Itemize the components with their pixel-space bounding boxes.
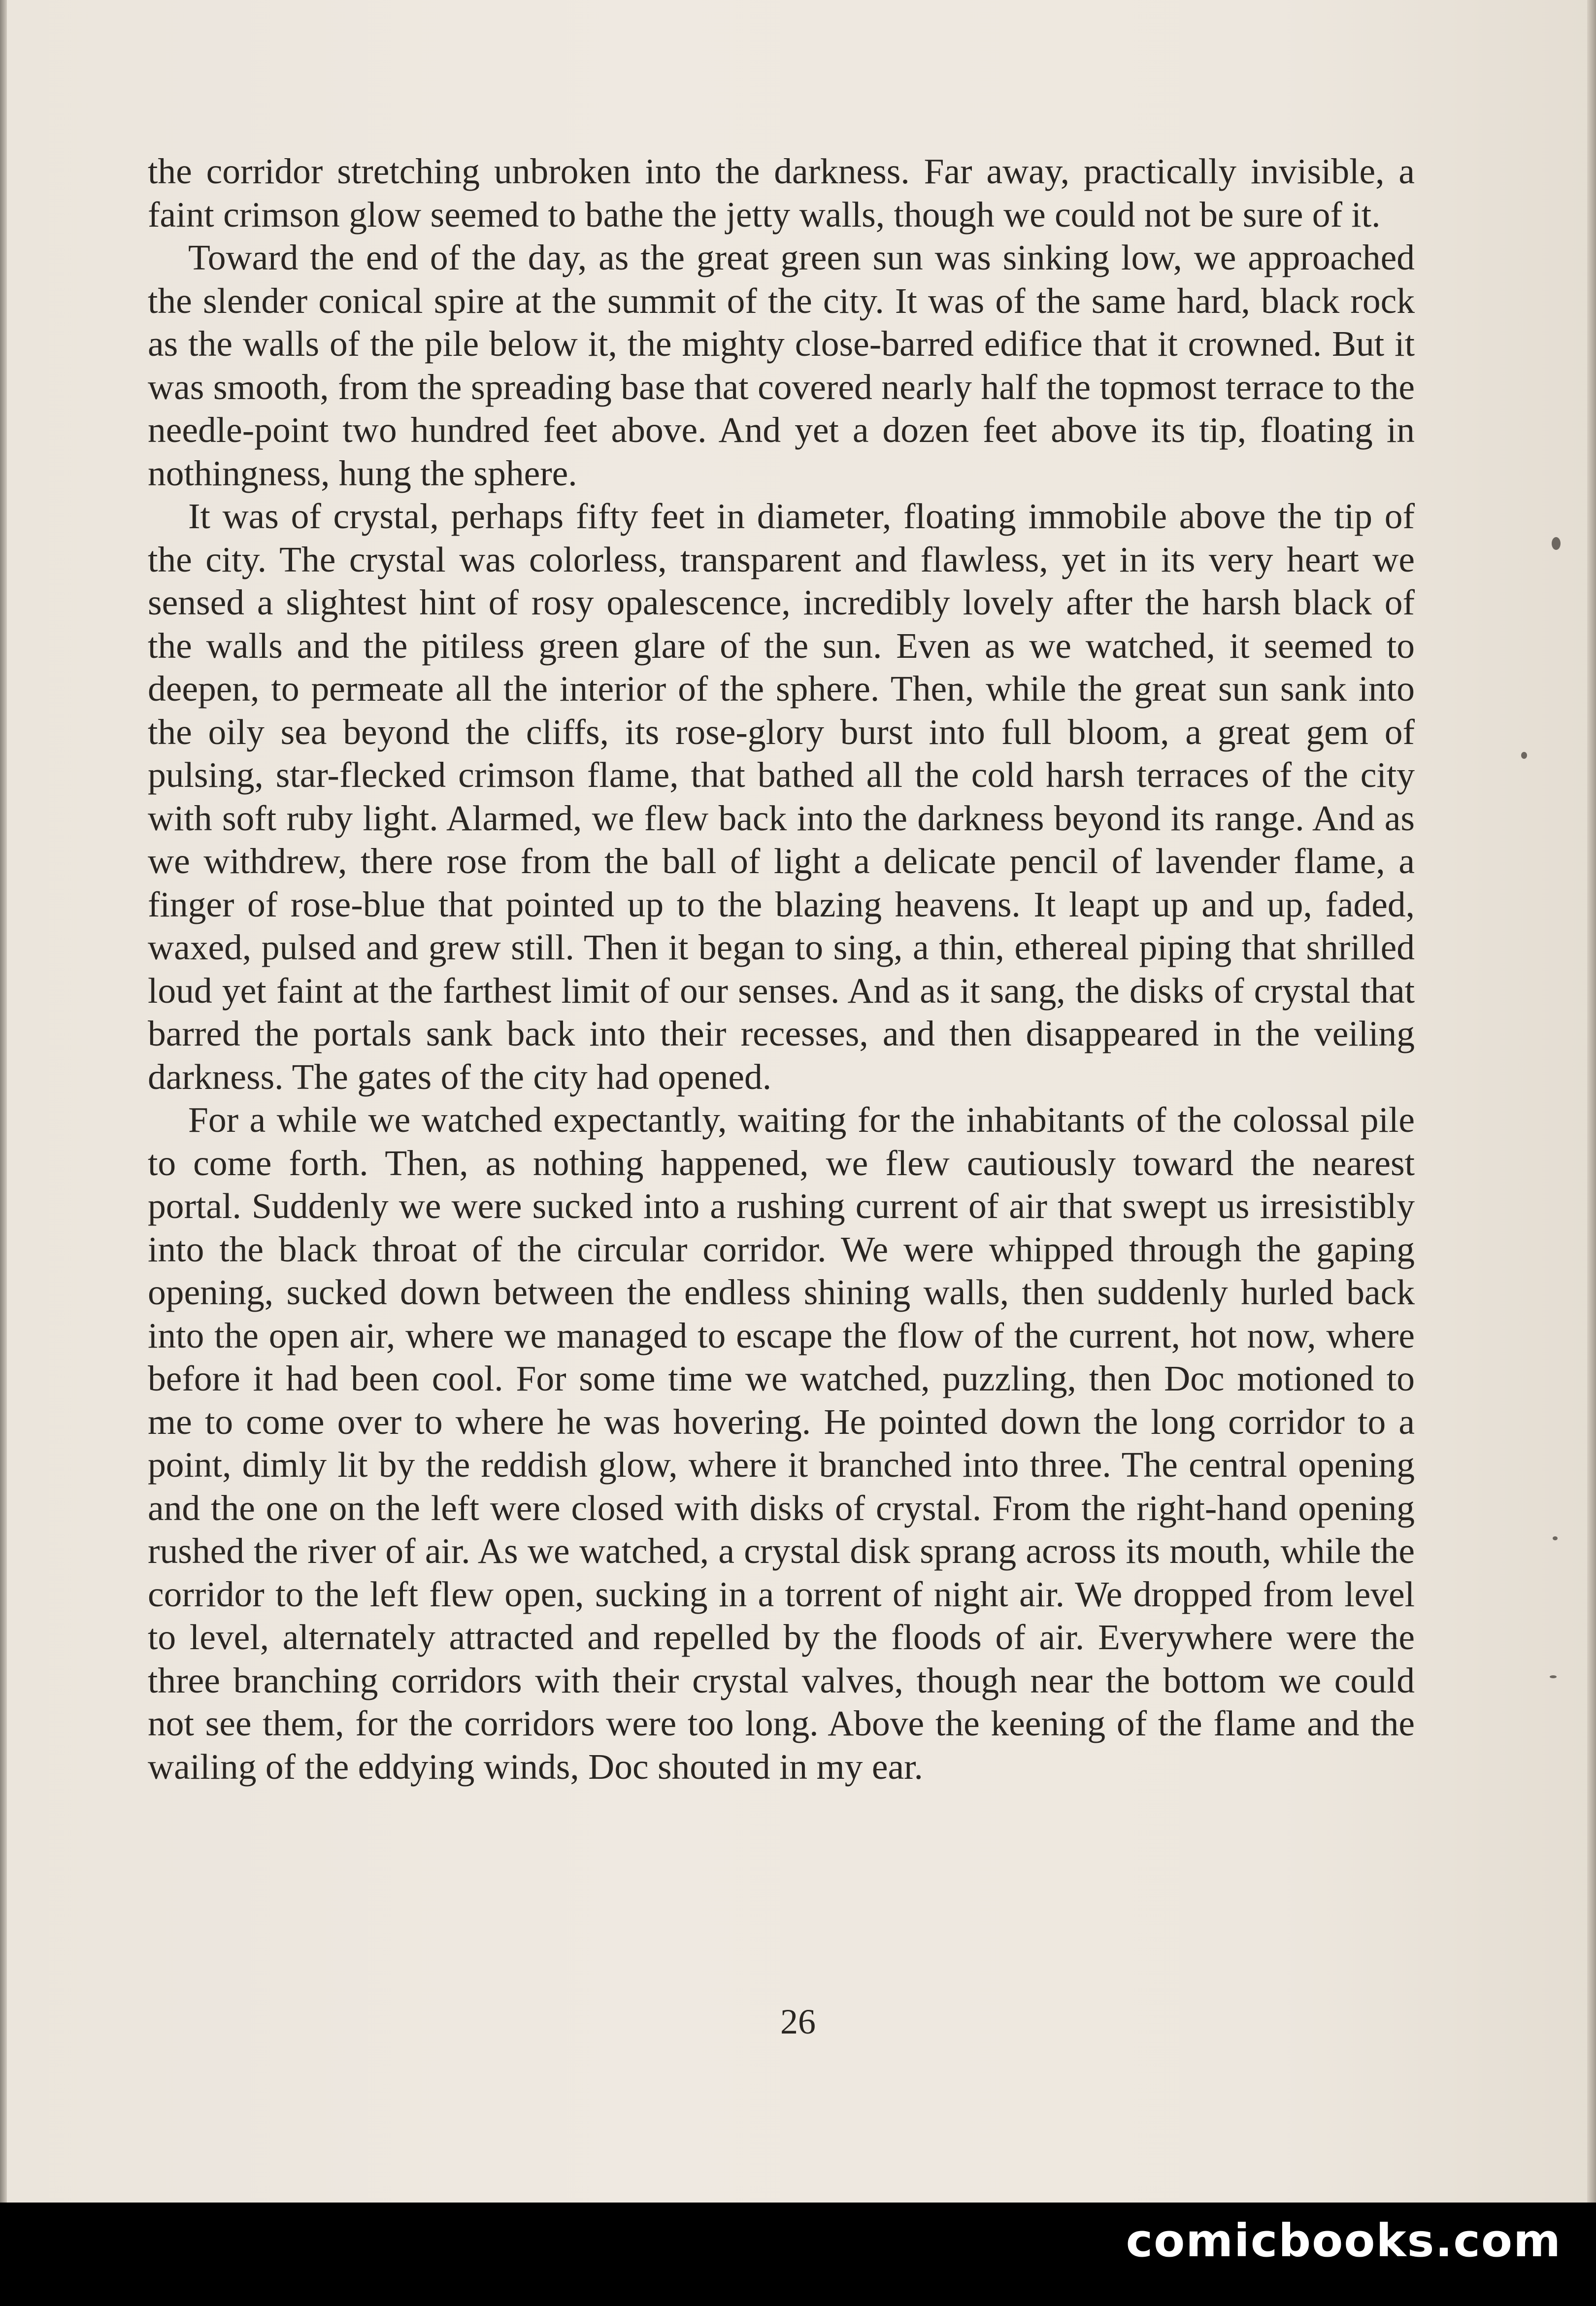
body-text bbox=[148, 150, 1415, 1788]
watermark-logo: comicbooks.com bbox=[1126, 2214, 1562, 2267]
paper-speck bbox=[1521, 752, 1527, 759]
paragraph-3: It was of crystal, perhaps fifty feet in diameter, floating immobile above the tip of the city. The crystal was colorless, transparent and flawless, yet in its very heart we sensed a slightest hint of rosy opalescence, incredibly lovely after the harsh black of the walls and the pitiless green glare of the sun. Even as we watched, it seemed to deepen, to permeate all the interior of the sphere. Then, while the great sun sank into the oily sea beyond the cliffs, its rose-glory burst into full bloom, a great gem of pulsing, star-flecked crimson flame, that bathed all the cold harsh terraces of the city with soft ruby light. Alarmed, we flew back into the darkness beyond its range. And as we withdrew, there rose from the ball of light a delicate pencil of lavender flame, a finger of rose-blue that pointed up to the blazing heavens. It leapt up and up, faded, waxed, pulsed and grew still. Then it began to sing, a thin, ethereal piping that shrilled loud yet faint at the farthest limit of our senses. And as it sang, the disks of crystal that barred the portals sank back into their recesses, and then disappeared in the veiling darkness. The gates of the city had opened. bbox=[148, 496, 1415, 1097]
page-number: 26 bbox=[780, 2002, 816, 2041]
paper-speck bbox=[1552, 537, 1561, 550]
paper-speck bbox=[1553, 1536, 1558, 1540]
paragraph-4: For a while we watched expectantly, waiting for the inhabitants of the colossal pile to come forth. Then, as nothing happened, we flew cautiously toward the nearest portal. Suddenly we were sucked into a rushing current of air that swept us irresistibly into the black throat of the circular corridor. We were whipped through the gaping opening, sucked down between the endless shining walls, then suddenly hurled back into the open air, where we managed to escape the flow of the current, hot now, where before it had been cool. For some time we watched, puzzling, then Doc motioned to me to come over to where he was hovering. He pointed down the long corridor to a point, dimly lit by the reddish glow, where it branched into three. The central opening and the one on the left were closed with disks of crystal. From the right-hand opening rushed the river of air. As we watched, a crystal disk sprang across its mouth, while the corridor to the left flew open, sucking in a torrent of night air. We dropped from level to level, alternately attracted and repelled by the floods of air. Everywhere were the three branching corridors with their crystal valves, though near the bottom we could not see them, for the corridors were too long. Above the keening of the flame and the wailing of the eddying winds, Doc shouted in my ear. bbox=[148, 1100, 1415, 1787]
paper-speck bbox=[1550, 1675, 1557, 1678]
paragraph-2: Toward the end of the day, as the great green sun was sinking low, we approached the slender conical spire at the summit of the city. It was of the same hard, black rock as the walls of the pile below it, the mighty close-barred edifice that it crowned. But it was smooth, from the spreading base that covered nearly half the topmost terrace to the needle-point two hundred feet above. And yet a dozen feet above its tip, floating in nothingness, hung the sphere. bbox=[148, 237, 1415, 493]
paragraph-1: the corridor stretching unbroken into the darkness. Far away, practically invisible, a faint crimson glow seemed to bathe the jetty walls, though we could not be sure of it. bbox=[148, 151, 1415, 235]
